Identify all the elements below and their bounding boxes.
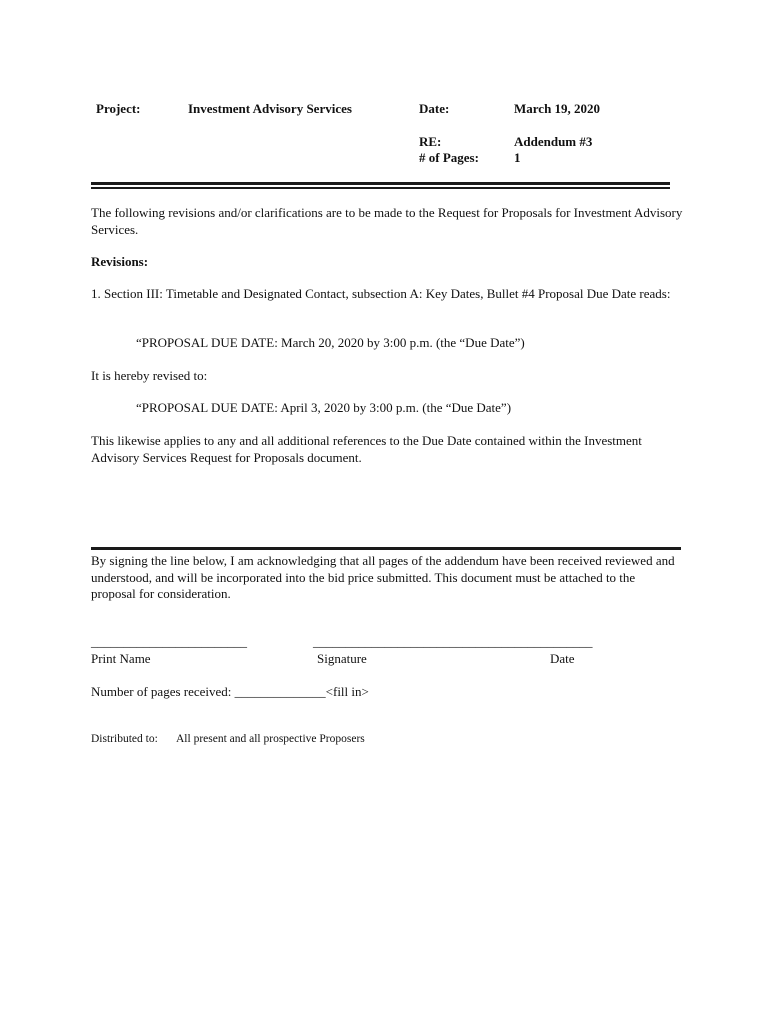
pages-label: # of Pages: <box>419 150 479 165</box>
signature-label: Signature <box>317 651 367 666</box>
signature-line: ___________________________________________ <box>313 634 593 649</box>
revised-due-date-quote: “PROPOSAL DUE DATE: April 3, 2020 by 3:00 p.m. (the “Due Date”) <box>136 400 512 415</box>
original-due-date-quote: “PROPOSAL DUE DATE: March 20, 2020 by 3:00 p.m. (the “Due Date”) <box>136 335 525 350</box>
likewise-paragraph: This likewise applies to any and all additional references to the Due Date contained within the Investment Advisory Services Request for Proposals document. <box>91 433 642 465</box>
project-value: Investment Advisory Services <box>188 101 352 116</box>
acknowledgement-rule <box>91 547 681 550</box>
distributed-to-label: Distributed to: <box>91 733 158 745</box>
revised-intro: It is hereby revised to: <box>91 368 208 383</box>
print-name-line: ________________________ <box>91 634 247 649</box>
acknowledgement-paragraph: By signing the line below, I am acknowledging that all pages of the addendum have been received reviewed and understood, and will be incorporated into the bid price submitted. This document must be attached to the proposal for consideration. <box>91 553 675 601</box>
print-name-label: Print Name <box>91 651 151 666</box>
re-label: RE: <box>419 134 442 149</box>
re-value: Addendum #3 <box>514 134 593 149</box>
pages-received-line: Number of pages received: ______________<fill in> <box>91 684 369 699</box>
date-value: March 19, 2020 <box>514 101 601 116</box>
project-label: Project: <box>96 101 141 116</box>
revision-item-1: 1. Section III: Timetable and Designated Contact, subsection A: Key Dates, Bullet #4 Proposal Due Date reads: <box>91 286 671 301</box>
revisions-heading: Revisions: <box>91 254 149 269</box>
pages-value: 1 <box>514 150 521 165</box>
date-label: Date: <box>419 101 450 116</box>
header-rule-bottom <box>91 187 670 189</box>
date-signature-label: Date <box>550 651 575 666</box>
distributed-to-value: All present and all prospective Proposers <box>176 733 365 745</box>
intro-paragraph: The following revisions and/or clarifications are to be made to the Request for Proposals for Investment Advisory Services. <box>91 205 683 237</box>
header-rule-top <box>91 182 670 185</box>
